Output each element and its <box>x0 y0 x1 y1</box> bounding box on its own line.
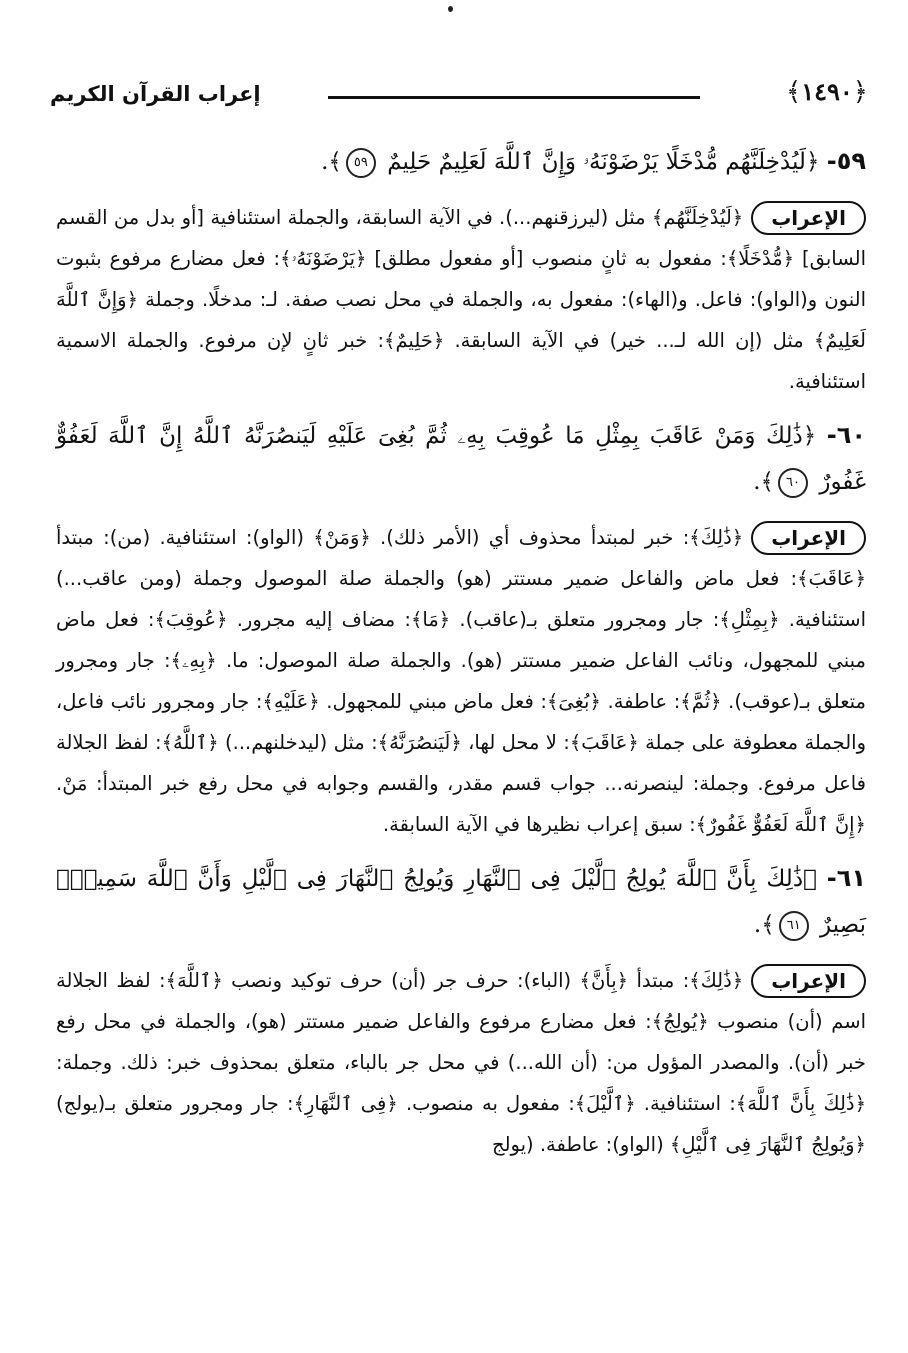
verse-text: ﴿ذَٰلِكَ وَمَنْ عَاقَبَ بِمِثْلِ مَا عُوقِبَ بِهِۦ ثُمَّ بُغِىَ عَلَيْهِ لَيَنصُرَنَّهُ ٱللَّهُ إِنَّ ٱللَّهَ لَعَفُوٌّ غَفُورٌ <box>56 423 866 495</box>
irab-text: ﴿لَيُدْخِلَنَّهُم﴾ مثل (ليرزقنهم...). في الآية السابقة، والجملة استئنافية [أو بدل من القسم السابق] ﴿مُّدْخَلًا﴾: مفعول به ثانٍ منصوب [أو مفعول مطلق] ﴿يَرْضَوْنَهُۥ﴾: فعل مضارع مرفوع بثبوت النون و(الواو): فاعل. و(الهاء): مفعول به، والجملة في محل نصب صفة. لـ: مدخلًا. وجملة ﴿وَإِنَّ ٱللَّهَ لَعَلِيمٌ﴾ مثل (إن الله لـ... خير) في الآية السابقة. ﴿حَلِيمٌ﴾: خبر ثانٍ لإن مرفوع. والجملة الاسمية استئنافية. <box>56 206 866 393</box>
verse-61 <box>56 855 866 948</box>
irab-block-61 <box>56 960 866 1165</box>
verse-end: ﴾. <box>753 912 775 938</box>
verse-59 <box>56 138 866 185</box>
verse-end: ﴾. <box>753 469 775 495</box>
irab-block-59 <box>56 197 866 402</box>
brace-open: ﴿ <box>852 77 868 107</box>
ayah-marker: ٦٠ <box>778 468 808 498</box>
irab-label: الإعراب <box>751 201 866 235</box>
header-rule <box>328 96 700 99</box>
verse-number: ٦١- <box>826 864 867 892</box>
irab-text: ﴿ذَٰلِكَ﴾: مبتدأ ﴿بِأَنَّ﴾ (الباء): حرف جر (أن) حرف توكيد ونصب ﴿ٱللَّهَ﴾: لفظ الجلالة اسم (أن) منصوب ﴿يُولِجُ﴾: فعل مضارع مرفوع والفاعل ضمير مستتر (هو)، والجملة في محل رفع خبر (أن). والمصدر المؤول من: (أن الله...) في محل جر بالباء، متعلق بمحذوف خبر: ذلك. وجملة: ﴿ذَٰلِكَ بِأَنَّ ٱللَّهَ﴾: استئنافية. ﴿ٱلَّيْلَ﴾: مفعول به منصوب. ﴿فِى ٱلنَّهَارِ﴾: جار ومجرور متعلق بـ(يولج) ﴿وَيُولِجُ ٱلنَّهَارَ فِى ٱلَّيْلِ﴾ (الواو): عاطفة. (يولج <box>56 969 866 1156</box>
verse-number: ٥٩- <box>826 147 866 175</box>
page-number-value: ١٤٩٠ <box>801 77 853 106</box>
verse-60 <box>56 412 866 505</box>
irab-label: الإعراب <box>751 964 866 998</box>
verse-text: ﴿لَيُدْخِلَنَّهُم مُّدْخَلًا يَرْضَوْنَهُۥ وَإِنَّ ٱللَّهَ لَعَلِيمٌ حَلِيمٌ <box>387 149 820 175</box>
page-number <box>786 78 868 106</box>
verse-text: ﴿ذَٰلِكَ بِأَنَّ ٱللَّهَ يُولِجُ ٱلَّيْلَ فِى ٱلنَّهَارِ وَيُولِجُ ٱلنَّهَارَ فِى ٱلَّيْلِ وَأَنَّ ٱللَّهَ سَمِيعٌۢ بَصِيرٌ <box>56 866 866 938</box>
irab-text: ﴿ذَٰلِكَ﴾: خبر لمبتدأ محذوف أي (الأمر ذلك). ﴿وَمَنْ﴾ (الواو): استئنافية. (من): مبتدأ ﴿عَاقَبَ﴾: فعل ماض والفاعل ضمير مستتر (هو) والجملة صلة الموصول وجملة (ومن عاقب...) استئنافية. ﴿بِمِثْلِ﴾: جار ومجرور متعلق بـ(عاقب). ﴿مَا﴾: مضاف إليه مجرور. ﴿عُوقِبَ﴾: فعل ماض مبني للمجهول، ونائب الفاعل ضمير مستتر (هو). والجملة صلة الموصول: ما. ﴿بِهِۦ﴾: جار ومجرور متعلق بـ(عوقب). ﴿ثُمَّ﴾: عاطفة. ﴿بُغِىَ﴾: فعل ماض مبني للمجهول. ﴿عَلَيْهِ﴾: جار ومجرور نائب فاعل، والجملة معطوفة على جملة ﴿عَاقَبَ﴾: لا محل لها، ﴿لَيَنصُرَنَّهُ﴾: مثل (ليدخلنهم...) ﴿ٱللَّهُ﴾: لفظ الجلالة فاعل مرفوع. وجملة: لينصرنه... جواب قسم مقدر، والقسم وجوابه في محل رفع خبر المبتدأ: مَنْ. ﴿إِنَّ ٱللَّهَ لَعَفُوٌّ غَفُورٌ﴾: سبق إعراب نظيرها في الآية السابقة. <box>56 526 866 836</box>
ayah-marker: ٦١ <box>779 911 809 941</box>
irab-block-60 <box>56 517 866 845</box>
verse-end: ﴾. <box>321 149 342 175</box>
verse-number: ٦٠- <box>826 421 866 449</box>
book-title: إعراب القرآن الكريم <box>50 82 261 106</box>
brace-close: ﴾ <box>785 77 802 107</box>
ayah-marker: ٥٩ <box>346 148 376 178</box>
top-dot-mark <box>448 6 453 12</box>
page-content <box>56 138 866 1175</box>
irab-label: الإعراب <box>751 521 866 555</box>
page-header <box>30 70 868 120</box>
